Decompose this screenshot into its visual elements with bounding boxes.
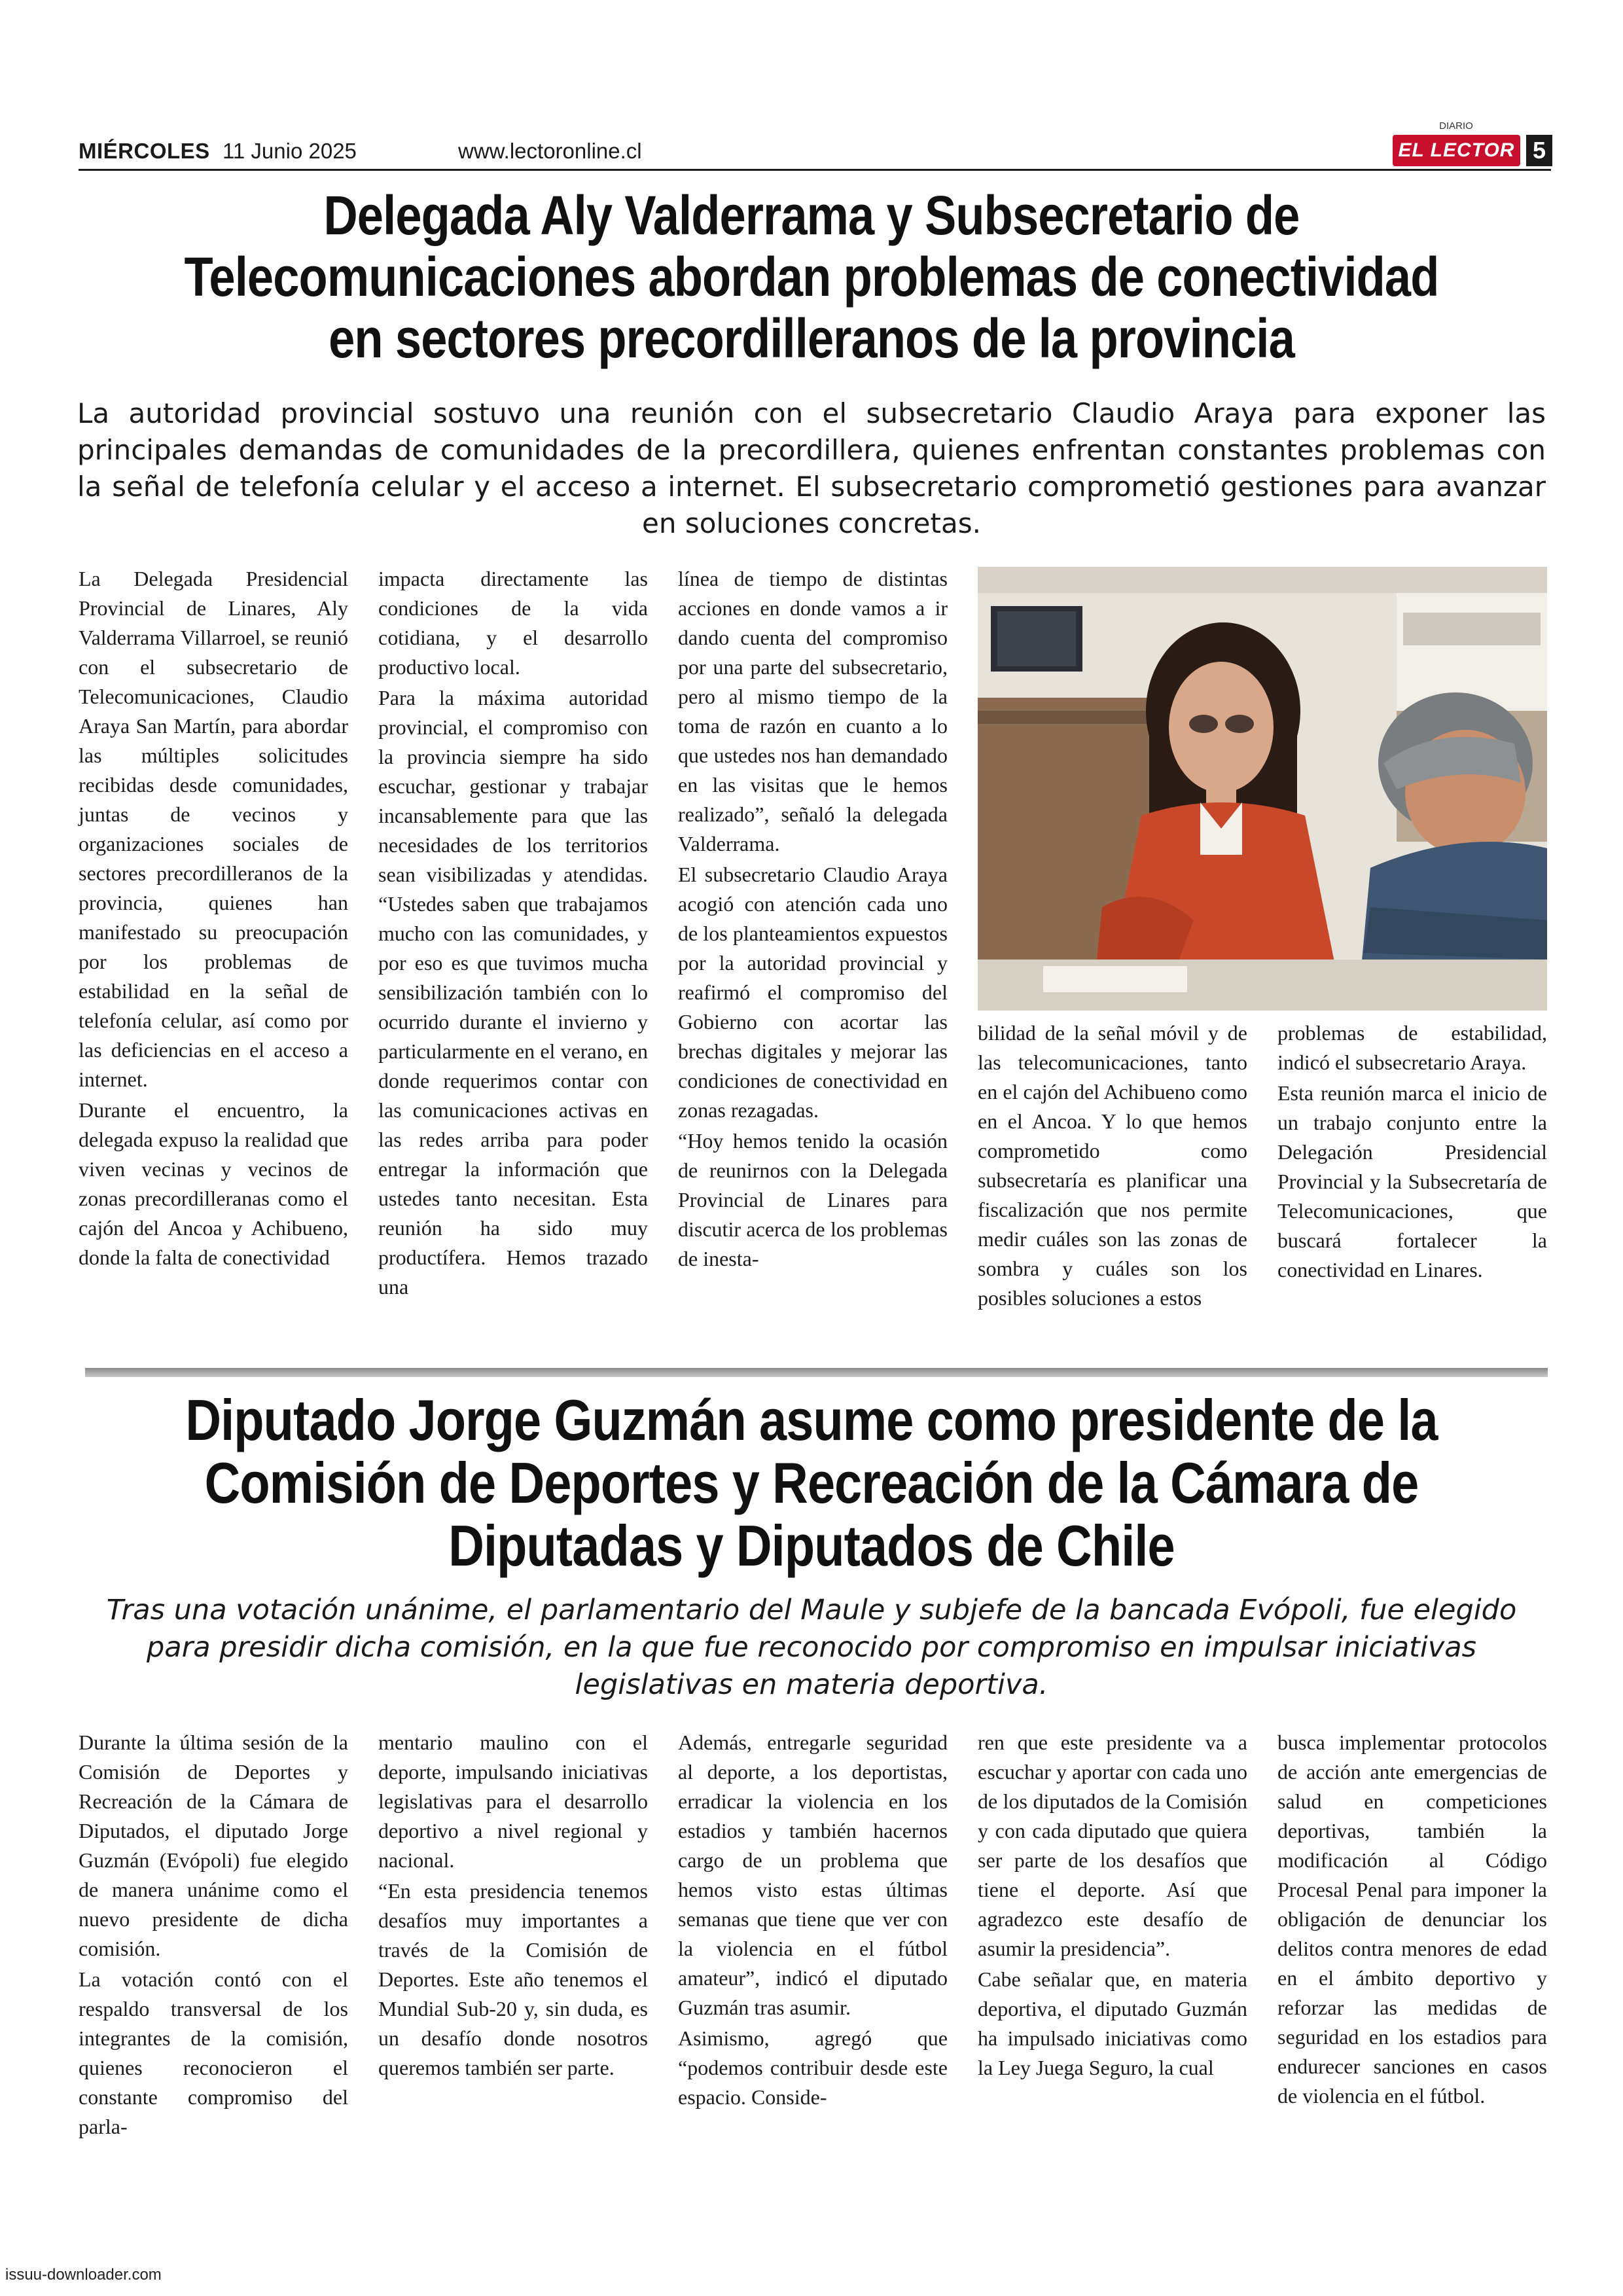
article1-headline: Delegada Aly Valderrama y Subsecretario de Telecomunicaciones abordan problemas de conectividad en sectores precordilleranos de la provincia	[184, 185, 1439, 369]
article1-paragraph: línea de tiempo de distintas acciones en donde vamos a ir dando cuenta del compromiso por una parte del subsecretario, pero al mismo tiempo de la toma de razón en cuanto a lo que ustedes nos han demandado en las visitas que le hemos realizado”, señaló la delegada Valderrama.	[678, 567, 948, 855]
article1-paragraph: El subsecretario Claudio Araya acogió con atención cada uno de los planteamientos expuestos por la autoridad provincial y reafirmó el compromiso del Gobierno con acortar las brechas digitales y mejorar las condiciones de conectividad en zonas rezagadas.	[678, 863, 948, 1122]
article1-paragraph: problemas de estabilidad, indicó el subsecretario Araya.	[1277, 1021, 1547, 1074]
article2-paragraph: La votación contó con el respaldo transversal de los integrantes de la comisión, quienes reconocieron el constante compromiso del parla-	[79, 1967, 348, 2138]
article1-column-1	[79, 564, 348, 1353]
meeting-photo	[978, 567, 1547, 1011]
masthead-day: MIÉRCOLES	[79, 139, 210, 163]
masthead-rule	[79, 169, 1551, 171]
logo-tagline: DIARIO	[1439, 120, 1473, 132]
article1-paragraph: impacta directamente las condiciones de la vida cotidiana, y el desarrollo productivo local.	[378, 567, 648, 679]
article1-paragraph: Durante el encuentro, la delegada expuso la realidad que viven vecinas y vecinos de zonas precordilleranas como el cajón del Ancoa y Achibueno, donde la falta de conectividad	[79, 1098, 348, 1269]
article2-paragraph: mentario maulino con el deporte, impulsando iniciativas legislativas para el desarrollo deportivo a nivel regional y nacional.	[378, 1731, 648, 1872]
article1-paragraph: bilidad de la señal móvil y de las telecomunicaciones, tanto en el cajón del Achibueno como en el Ancoa. Y lo que hemos comprometido como subsecretaría es planificar una fiscalización que nos permite medir cuáles son las zonas de sombra y cuáles son los posibles soluciones a estos	[978, 1021, 1247, 1310]
article1-deck: La autoridad provincial sostuvo una reunión con el subsecretario Claudio Araya para exponer las principales demandas de comunidades de la precordillera, quienes enfrentan constantes problemas con la señal de telefonía celular y el acceso a internet. El subsecretario comprometió gestiones para avanzar en soluciones concretas.	[77, 397, 1546, 539]
article2-deck: Tras una votación unánime, el parlamentario del Maule y subjefe de la bancada Evópoli, fue elegido para presidir dicha comisión, en la que fue reconocido por compromiso en impulsar iniciativas legislativas en materia deportiva.	[106, 1594, 1517, 1701]
page-number: 5	[1526, 135, 1552, 166]
article2-paragraph: Además, entregarle seguridad al deporte, a los deportistas, erradicar la violencia en los estadios y también hacernos cargo de un problema que hemos visto estas últimas semanas que tiene que ver con la violencia en el fútbol amateur”, indicó el diputado Guzmán tras asumir.	[678, 1731, 948, 2019]
source-watermark: issuu-downloader.com	[5, 2266, 162, 2284]
article2-column-2	[378, 1728, 648, 2094]
masthead-url[interactable]: www.lectoronline.cl	[458, 139, 642, 163]
meeting-photo-illustration	[978, 567, 1547, 1011]
masthead	[79, 120, 1551, 173]
article1-paragraph: Esta reunión marca el inicio de un trabajo conjunto entre la Delegación Presidencial Provincial y la Subsecretaría de Telecomunicaciones, que buscará fortalecer la conectividad en Linares.	[1277, 1081, 1547, 1282]
el-lector-logo: EL LECTOR	[1393, 135, 1520, 166]
article1-column-3	[678, 564, 948, 1353]
article1-paragraph: La Delegada Presidencial Provincial de Linares, Aly Valderrama Villarroel, se reunió con el subsecretario de Telecomunicaciones, Claudio Araya San Martín, para abordar las múltiples solicitudes recibidas desde comunidades, juntas de vecinos y organizaciones sociales de sectores precordilleranos de la provincia, quienes han manifestado su preocupación por los problemas de estabilidad en la señal de telefonía celular, así como por las deficiencias en el acceso a internet.	[79, 567, 348, 1091]
article1-column-4	[978, 1018, 1247, 1352]
article-divider	[85, 1368, 1548, 1377]
article2-column-5	[1277, 1728, 1547, 2108]
article1-paragraph: “Hoy hemos tenido la ocasión de reunirnos con la Delegada Provincial de Linares para discutir acerca de los problemas de inesta-	[678, 1129, 948, 1270]
article2-paragraph: Asimismo, agregó que “podemos contribuir desde este espacio. Conside-	[678, 2026, 948, 2109]
article2-headline: Diputado Jorge Guzmán asume como presidente de la Comisión de Deportes y Recreación de la Cámara de Diputadas y Diputados de Chile	[185, 1388, 1438, 1578]
article2-column-1	[79, 1728, 348, 2138]
article2-paragraph: ren que este presidente va a escuchar y aportar con cada uno de los diputados de la Comisión y con cada diputado que quiera ser parte de los desafíos que tiene el deporte. Así que agradezco este desafío de asumir la presidencia”.	[978, 1731, 1247, 1960]
article1-column-5	[1277, 1018, 1547, 1352]
article1-column-2	[378, 564, 648, 1353]
article2-column-4	[978, 1728, 1247, 2094]
article2-paragraph: “En esta presidencia tenemos desafíos muy importantes a través de la Comisión de Deportes. Este año tenemos el Mundial Sub-20 y, sin duda, es un desafío donde nosotros queremos también ser parte.	[378, 1879, 648, 2079]
article2-paragraph: Cabe señalar que, en materia deportiva, el diputado Guzmán ha impulsado iniciativas como la Ley Juega Seguro, la cual	[978, 1967, 1247, 2079]
masthead-date: 11 Junio 2025	[223, 139, 357, 163]
article2-paragraph: busca implementar protocolos de acción ante emergencias de salud en competiciones deportivas, también la modificación al Código Procesal Penal para imponer la obligación de denunciar los delitos contra menores de edad en el ámbito deportivo y reforzar las medidas de seguridad en los estadios para endurecer sanciones en casos de violencia en el fútbol.	[1277, 1731, 1547, 2108]
article2-column-3	[678, 1728, 948, 2109]
article1-paragraph: Para la máxima autoridad provincial, el compromiso con la provincia siempre ha sido escuchar, gestionar y trabajar incansablemente para que las necesidades de los territorios sean visibilizadas y atendidas. “Ustedes saben que trabajamos mucho con las comunidades, y por eso es que tuvimos mucha sensibilización también con lo ocurrido durante el invierno y particularmente en el verano, en donde requerimos contar con las comunicaciones activas en las redes arriba para poder entregar la información que ustedes tanto necesitan. Esta reunión ha sido muy productífera. Hemos trazado una	[378, 686, 648, 1299]
article2-paragraph: Durante la última sesión de la Comisión de Deportes y Recreación de la Cámara de Diputados, el diputado Jorge Guzmán (Evópoli) fue elegido de manera unánime como el nuevo presidente de dicha comisión.	[79, 1731, 348, 1960]
